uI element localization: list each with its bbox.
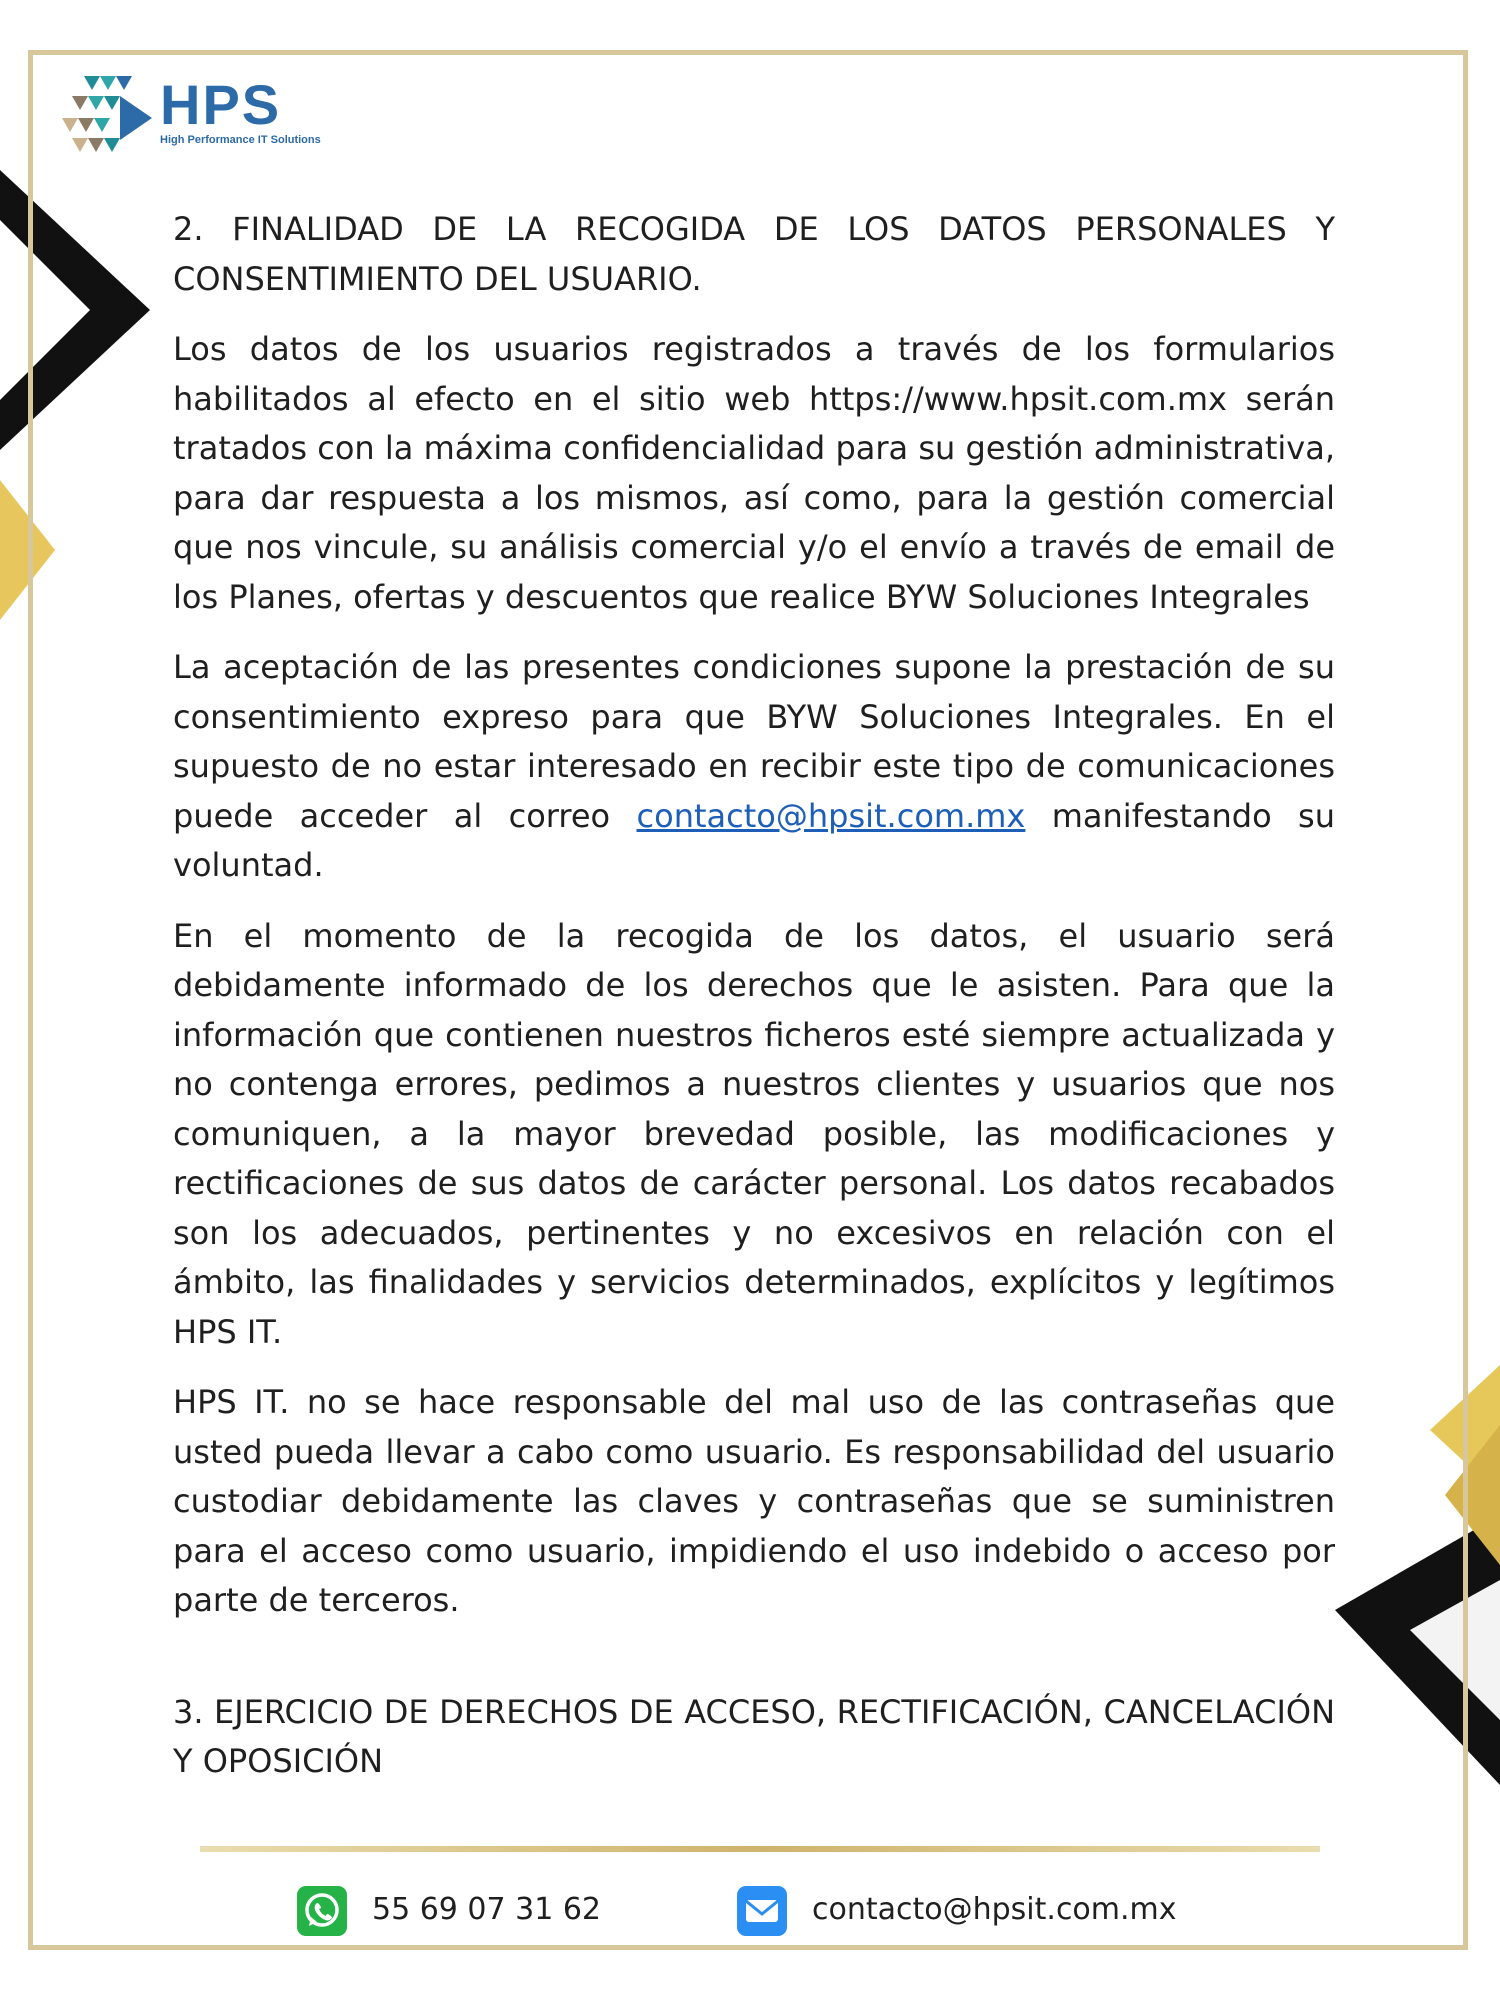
footer-divider [200, 1846, 1320, 1852]
section-2-paragraph-2 [173, 643, 1335, 891]
section-2-heading: 2. FINALIDAD DE LA RECOGIDA DE LOS DATOS PERSONALES Y CONSENTIMIENTO DEL USUARIO. [173, 210, 1335, 298]
contact-email-link[interactable]: contacto@hpsit.com.mx [636, 796, 1026, 835]
section-3-heading: 3. EJERCICIO DE DERECHOS DE ACCESO, RECTIFICACIÓN, CANCELACIÓN Y OPOSICIÓN [173, 1692, 1335, 1780]
footer-phone: 55 69 07 31 62 [372, 1892, 602, 1927]
paragraph-2-text-end: manifestando su voluntad. [173, 796, 1336, 884]
footer-email[interactable]: contacto@hpsit.com.mx [812, 1892, 1177, 1927]
document-body [173, 205, 1335, 1808]
section-2-paragraph-3: En el momento de la recogida de los datos, el usuario será debidamente informado de los derechos que le asisten. Para que la información que contienen nuestros ficheros esté siempre actualizada y no contenga errores, pedimos a nuestros clientes y usuarios que nos comuniquen, a la mayor brevedad posible, las modificaciones y rectificaciones de sus datos de carácter personal. Los datos recabados son los adecuados, pertinentes y no excesivos en relación con el ámbito, las finalidades y servicios determinados, explícitos y legítimos HPS IT. [173, 916, 1335, 1351]
section-2-paragraph-1: Los datos de los usuarios registrados a través de los formularios habilitados al efecto en el sitio web https://www.hpsit.com.mx serán tratados con la máxima confidencialidad para su gestión administrativa, para dar respuesta a los mismos, así como, para la gestión comercial que nos vincule, su análisis comercial y/o el envío a través de email de los Planes, ofertas y descuentos que realice BYW Soluciones Integrales [173, 330, 1335, 616]
hps-logo [62, 72, 322, 164]
logo-tagline: High Performance IT Solutions [160, 134, 321, 146]
logo-wordmark: HPS [160, 73, 282, 136]
whatsapp-icon[interactable] [297, 1886, 347, 1936]
mail-icon[interactable] [737, 1886, 787, 1936]
logo-mark-icon [62, 72, 162, 164]
paragraph-2-text-start: La aceptación de las presentes condiciones supone la prestación de su consentimiento expreso para que BYW Soluciones Integrales. En el supuesto de no estar interesado en recibir este tipo de comunicaciones puede acceder al correo [173, 648, 1335, 835]
section-2-paragraph-4: HPS IT. no se hace responsable del mal uso de las contraseñas que usted pueda llevar a cabo como usuario. Es responsabilidad del usuario custodiar debidamente las claves y contraseñas que se suministren para el acceso como usuario, impidiendo el uso indebido o acceso por parte de terceros. [173, 1383, 1335, 1619]
